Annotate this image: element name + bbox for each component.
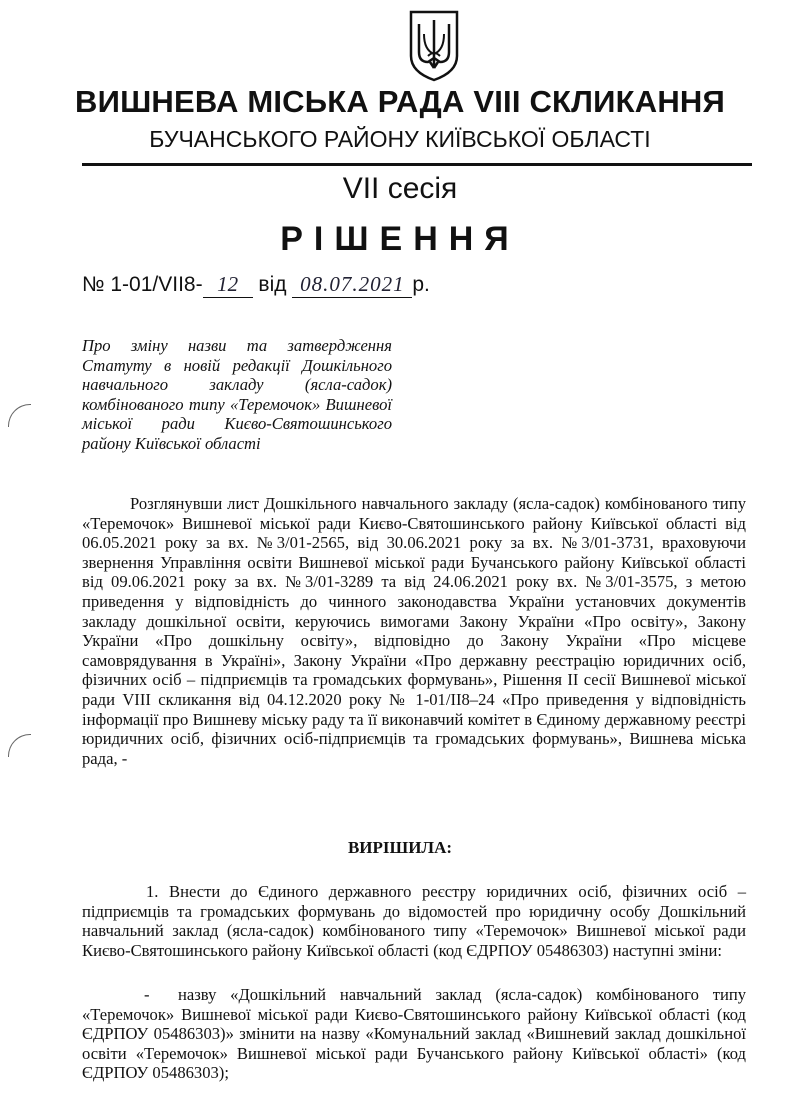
- decision-number-line: [82, 272, 430, 298]
- decision-date-handwritten: 08.07.2021: [292, 272, 412, 298]
- resolution-heading: ВИРІШИЛА:: [347, 838, 453, 857]
- coat-of-arms-icon: [408, 10, 460, 82]
- document-type-title: РІШЕННЯ: [280, 220, 520, 258]
- council-title: ВИШНЕВА МІСЬКА РАДА VIII СКЛИКАННЯ: [75, 84, 725, 119]
- subitem-bullet: -: [144, 985, 150, 1004]
- decision-subject: Про зміну назви та затвердження Статуту в новій редакції Дошкільного навчального закладу (ясла-садок) комбінованого типу «Теремочок» Вишневої міської ради Києво-Святошинського району Київської області: [82, 336, 392, 453]
- punch-hole-mark: [8, 404, 31, 427]
- session-label: VII сесія: [342, 172, 458, 205]
- punch-hole-mark: [8, 734, 31, 757]
- date-suffix: р.: [412, 273, 430, 296]
- council-subtitle: БУЧАНСЬКОГО РАЙОНУ КИЇВСЬКОЇ ОБЛАСТІ: [149, 126, 651, 152]
- decision-number-prefix: № 1-01/VII8-: [82, 273, 203, 296]
- date-label: від: [258, 273, 287, 296]
- subitem-text: назву «Дошкільний навчальний заклад (ясла-садок) комбінованого типу «Теремочок» Вишневої міської ради Києво-Святошинського району Київської області (код ЄДРПОУ 05486303)» змінити на назву «Комунальний заклад «Вишневий заклад дошкільної освіти «Теремочок» Вишневої міської ради Бучанського району Київської області» (код ЄДРПОУ 05486303);: [82, 985, 746, 1083]
- resolution-subitem: [82, 985, 746, 1083]
- header-divider: [82, 163, 752, 166]
- decision-number-handwritten: 12: [203, 272, 253, 298]
- preamble-paragraph: Розглянувши лист Дошкільного навчального закладу (ясла-садок) комбінованого типу «Теремочок» Вишневої міської ради Києво-Святошинського району Київської області від 06.05.2021 року за вх. №3/01-2565, від 30.06.2021 року за вх. №3/01-3731, враховуючи звернення Управління освіти Вишневої міської ради Бучанського району Київської області від 09.06.2021 року за вх. №3/01-3289 та від 24.06.2021 року вх. №3/01-3575, з метою приведення у відповідність до чинного законодавства України установчих документів закладу дошкільної освіти, керуючись вимогами Закону України «Про освіту», Закону України «Про дошкільну освіту», відповідно до Закону України «Про місцеве самоврядування в Україні», Закону України «Про державну реєстрацію юридичних осіб, фізичних осіб – підприємців та громадських формувань», Рішення ІІ сесії Вишневої міської ради VIII скликання від 04.12.2020 року № 1-01/ІІ8–24 «Про приведення у відповідність інформації про Вишневу міську раду та її виконавчий комітет в Єдиному державному реєстрі юридичних осіб, фізичних осіб-підприємців та громадських формувань», Вишнева міська рада, -: [82, 494, 746, 768]
- resolution-item-1: 1. Внести до Єдиного державного реєстру юридичних осіб, фізичних осіб – підприємців та громадських формувань до відомостей про юридичну особу Дошкільний навчальний заклад (ясла-садок) комбінованого типу «Теремочок» Вишневої міської ради Києво-Святошинського району Київської області (код ЄДРПОУ 05486303) наступні зміни:: [82, 882, 746, 960]
